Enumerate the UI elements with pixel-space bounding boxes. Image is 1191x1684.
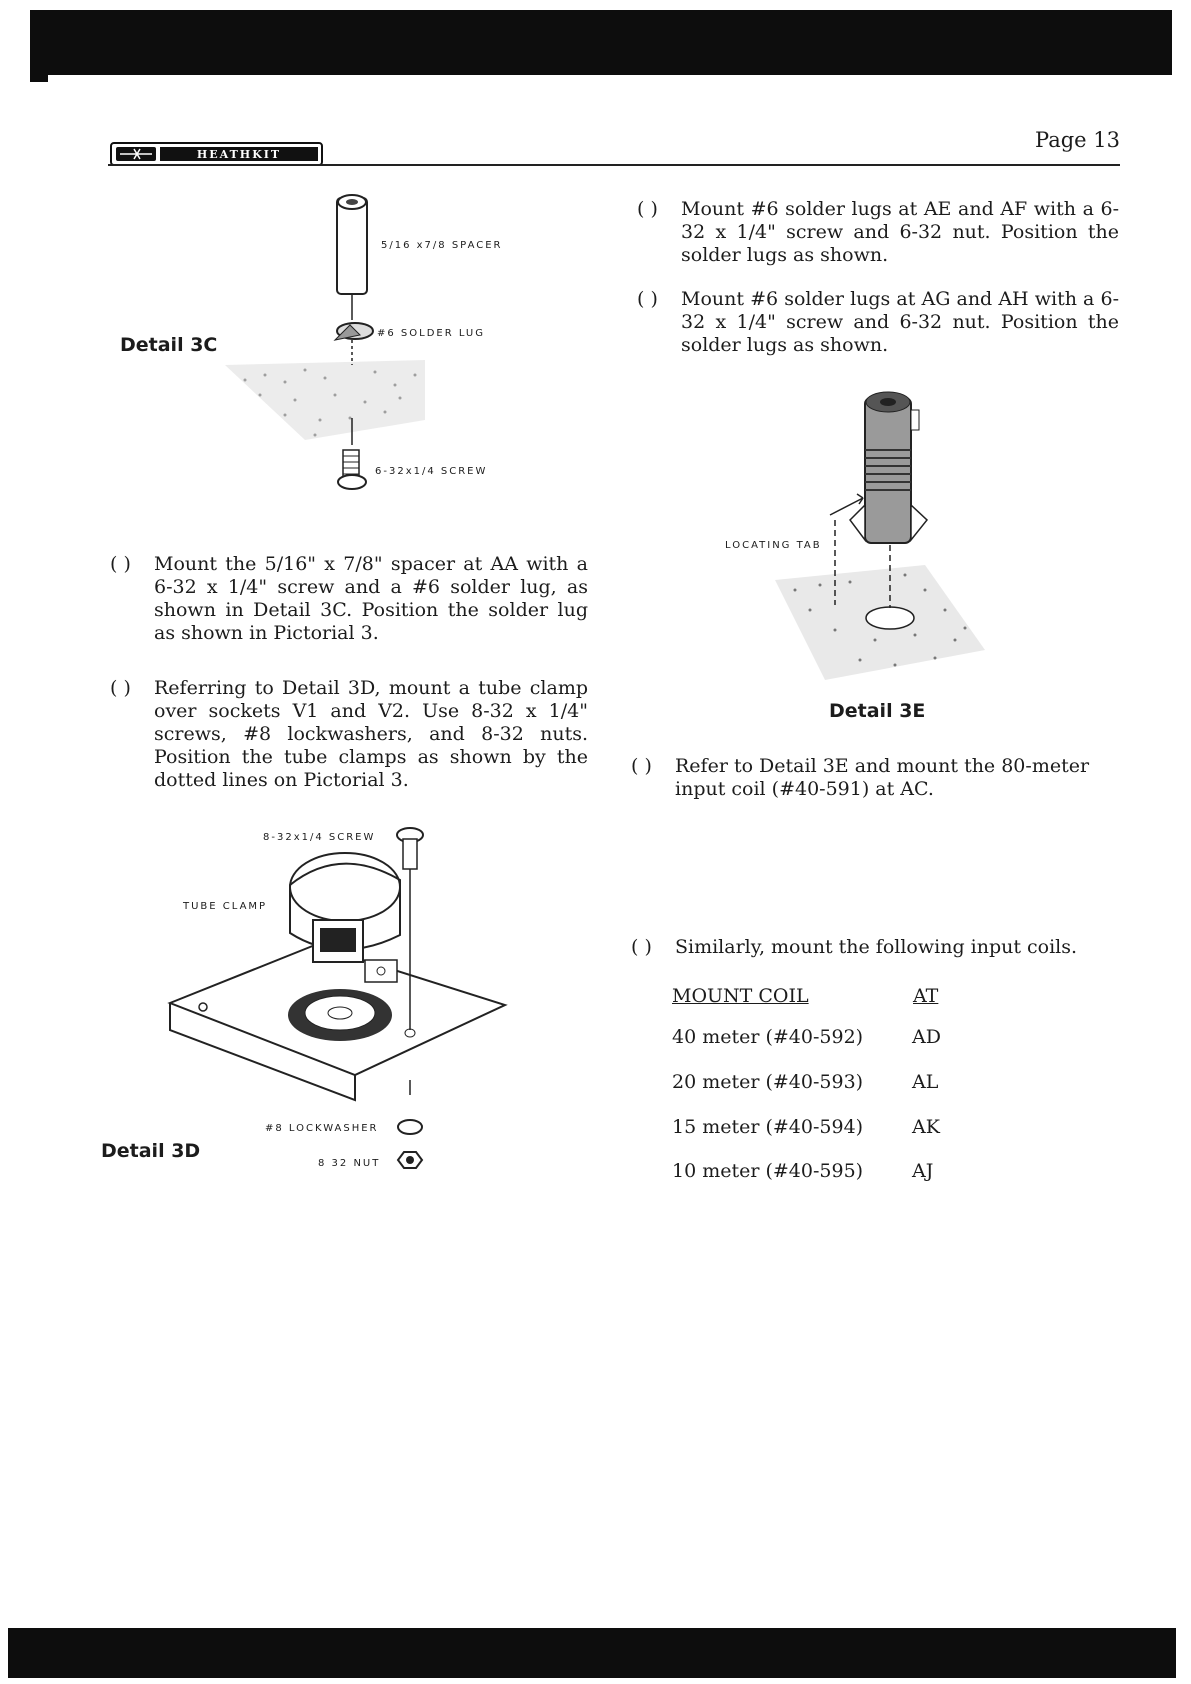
heathkit-logo [110, 142, 323, 166]
coil-table [672, 985, 972, 1185]
position-cell: AL [912, 1071, 939, 1093]
top-border-bar [30, 10, 1172, 75]
position-cell: AK [912, 1116, 940, 1138]
check-box[interactable]: ( ) [637, 198, 658, 220]
coil-cell: 10 meter (#40-595) [672, 1160, 864, 1182]
top-border-tab [30, 10, 48, 82]
header-at: AT [913, 985, 939, 1007]
check-box[interactable]: ( ) [637, 288, 658, 310]
callout-tube-clamp: TUBE CLAMP [183, 901, 268, 912]
check-box[interactable]: ( ) [631, 936, 652, 958]
callout-locating-tab: LOCATING TAB [725, 540, 822, 551]
step-lugs-ae-af [637, 198, 1119, 273]
callout-spacer: 5/16 x7/8 SPACER [381, 240, 503, 251]
step-text: Similarly, mount the following input coils. [675, 936, 1078, 958]
detail-3d-title: Detail 3D [101, 1140, 201, 1162]
header-mount-coil: MOUNT COIL [672, 985, 809, 1007]
step-similar-coils [631, 936, 1113, 962]
callout-lockwasher: #8 LOCKWASHER [265, 1123, 379, 1134]
step-80-meter-coil [631, 755, 1113, 805]
callout-solder-lug: #6 SOLDER LUG [377, 328, 485, 339]
check-box[interactable]: ( ) [110, 553, 131, 575]
coil-cell: 15 meter (#40-594) [672, 1116, 864, 1138]
coil-cell: 40 meter (#40-592) [672, 1026, 864, 1048]
detail-3c-title: Detail 3C [120, 334, 218, 356]
detail-3e-title: Detail 3E [829, 700, 926, 722]
step-lugs-ag-ah [637, 288, 1119, 363]
detail-3c-drawing [225, 190, 545, 510]
step-mount-spacer [110, 553, 588, 648]
bottom-border-bar [8, 1628, 1176, 1678]
header-rule [108, 164, 1120, 166]
step-text: Mount #6 solder lugs at AG and AH with a 6-32 x 1/4" screw and 6-32 nut. Position the solder lugs as shown. [681, 288, 1119, 356]
check-box[interactable]: ( ) [631, 755, 652, 777]
step-text: Mount #6 solder lugs at AE and AF with a 6-32 x 1/4" screw and 6-32 nut. Position the solder lugs as shown. [681, 198, 1119, 266]
step-text: Referring to Detail 3D, mount a tube clamp over sockets V1 and V2. Use 8-32 x 1/4" screws, #8 lockwashers, and 8-32 nuts. Position the tube clamps as shown by the dotted lines on Pictorial 3. [154, 677, 588, 791]
callout-nut: 8 32 NUT [318, 1158, 381, 1169]
brand-text: HEATHKIT [196, 148, 282, 161]
callout-screw-3d: 8-32x1/4 SCREW [263, 832, 376, 843]
coil-cell: 20 meter (#40-593) [672, 1071, 864, 1093]
page-number: Page 13 [1035, 128, 1120, 152]
step-tube-clamp [110, 677, 588, 797]
position-cell: AJ [912, 1160, 934, 1182]
callout-screw-3c: 6-32x1/4 SCREW [375, 466, 488, 477]
step-text: Refer to Detail 3E and mount the 80-meter input coil (#40-591) at AC. [675, 755, 1090, 800]
position-cell: AD [912, 1026, 941, 1048]
check-box[interactable]: ( ) [110, 677, 131, 699]
step-text: Mount the 5/16" x 7/8" spacer at AA with a 6-32 x 1/4" screw and a #6 solder lug, as shown in Detail 3C. Position the solder lug as shown in Pictorial 3. [154, 553, 588, 644]
